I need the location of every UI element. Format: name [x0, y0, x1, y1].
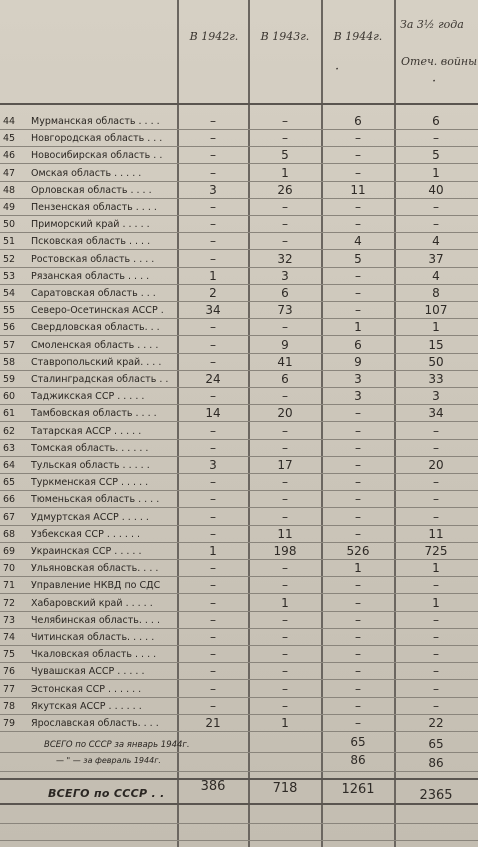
table-row: [0, 199, 478, 216]
region-name: Псковская область . . . .: [31, 236, 151, 248]
row-number: 67: [3, 511, 16, 523]
value-1942: –: [210, 647, 216, 662]
value-1942: –: [210, 561, 216, 576]
grand-total-1943: 718: [272, 781, 298, 796]
value-total: 34: [428, 406, 444, 421]
table-row: [0, 302, 478, 319]
row-number: 45: [3, 133, 16, 145]
region-name: Новгородская область . . .: [31, 133, 163, 145]
header-rule: [0, 103, 478, 105]
value-1944: –: [355, 526, 361, 541]
value-1942: –: [210, 114, 216, 128]
region-name: Смоленская область . . . .: [31, 339, 159, 351]
value-1943: –: [282, 423, 288, 438]
value-1943: 17: [277, 458, 293, 472]
value-total: 11: [428, 526, 444, 541]
value-1944: –: [355, 406, 361, 421]
value-1943: 9: [281, 337, 289, 352]
value-1942: 34: [205, 303, 221, 318]
value-1944: 1: [354, 561, 362, 576]
row-number: 75: [3, 649, 16, 661]
header-col-1942: В 1942г.: [189, 30, 239, 43]
value-1943: 6: [281, 286, 289, 300]
value-1944: –: [355, 612, 361, 627]
value-1943: –: [282, 509, 288, 524]
row-rule: [0, 731, 478, 732]
value-total: 50: [428, 354, 444, 369]
value-1944: –: [355, 492, 361, 507]
value-1943: 20: [277, 406, 293, 421]
feb-total-label: — " — за февраль 1944г.: [56, 756, 161, 765]
region-name: Томская область. . . . . .: [31, 442, 149, 454]
table-row: [0, 182, 478, 199]
value-1943: –: [282, 664, 288, 679]
grand-total-1944: 1261: [341, 782, 375, 797]
value-1942: 1: [209, 268, 217, 283]
grand-total-sum: 2365: [419, 788, 453, 803]
row-number: 56: [3, 322, 16, 334]
value-total: –: [433, 509, 439, 524]
value-1944: 11: [350, 182, 366, 197]
value-total: –: [433, 698, 439, 713]
table-row: [0, 595, 478, 612]
value-total: 1: [432, 595, 440, 610]
row-number: 55: [3, 305, 16, 317]
value-1944: –: [355, 268, 361, 283]
value-1944: –: [355, 217, 361, 232]
region-name: Свердловская область. . .: [31, 322, 160, 334]
value-1943: –: [282, 647, 288, 662]
region-name: Туркменская ССР . . . . .: [31, 477, 149, 489]
value-1943: –: [282, 630, 288, 644]
row-number: 66: [3, 494, 16, 506]
value-1942: 3: [209, 458, 217, 472]
value-1942: –: [210, 389, 216, 404]
value-1944: –: [355, 475, 361, 490]
value-1942: –: [210, 492, 216, 507]
value-1942: –: [210, 595, 216, 610]
value-total: 1: [432, 320, 440, 335]
region-name: Татарская АССР . . . . .: [31, 425, 142, 437]
value-1944: –: [355, 286, 361, 300]
header-col-1943: В 1943г.: [260, 30, 310, 43]
value-1942: 3: [209, 182, 217, 197]
header-col-total-line2: Отеч. войны: [401, 55, 478, 68]
table-row: [0, 440, 478, 457]
value-1942: –: [210, 354, 216, 369]
value-1942: –: [210, 320, 216, 335]
value-1943: –: [282, 698, 288, 713]
value-total: 22: [428, 716, 444, 730]
table-row: [0, 130, 478, 147]
value-1942: –: [210, 526, 216, 541]
jan-total-1944: 65: [350, 735, 366, 749]
region-name: Управление НКВД по СДС: [31, 580, 161, 592]
value-total: –: [433, 423, 439, 438]
value-1944: –: [355, 200, 361, 214]
row-number: 52: [3, 253, 16, 265]
value-1943: –: [282, 217, 288, 232]
grand-total-1942: 386: [200, 779, 226, 794]
region-name: Тамбовская область . . . .: [31, 408, 157, 420]
value-1942: 24: [205, 372, 221, 386]
value-1943: –: [282, 475, 288, 490]
value-1944: –: [355, 630, 361, 644]
value-1943: –: [282, 492, 288, 507]
value-1943: 5: [281, 148, 289, 163]
region-name: Таджикская ССР . . . . .: [31, 391, 145, 403]
region-name: Челябинская область. . . .: [31, 614, 160, 626]
row-number: 46: [3, 150, 16, 162]
row-number: 53: [3, 270, 16, 282]
value-total: 8: [432, 286, 440, 300]
value-total: –: [433, 492, 439, 507]
value-1942: –: [210, 509, 216, 524]
table-row: [0, 251, 478, 268]
value-1944: –: [355, 165, 361, 180]
value-total: 20: [428, 458, 444, 472]
value-1944: –: [355, 440, 361, 455]
value-1943: –: [282, 114, 288, 128]
table-row: [0, 646, 478, 663]
value-1943: –: [282, 320, 288, 335]
value-1943: –: [282, 578, 288, 593]
region-name: Сталинградская область . .: [31, 374, 169, 385]
value-total: –: [433, 664, 439, 679]
value-1943: 11: [277, 526, 293, 541]
row-number: 62: [3, 425, 16, 437]
value-1942: 1: [209, 544, 217, 558]
value-1944: –: [355, 698, 361, 713]
value-1944: –: [355, 131, 361, 146]
region-name: Пензенская область . . . .: [31, 202, 157, 213]
row-number: 64: [3, 460, 16, 471]
row-number: 57: [3, 339, 16, 351]
value-total: –: [433, 578, 439, 593]
value-1943: –: [282, 440, 288, 455]
row-rule: [0, 752, 478, 753]
region-name: Новосибирская область . .: [31, 150, 163, 162]
value-1944: –: [355, 681, 361, 696]
value-1942: –: [210, 234, 216, 249]
table-row: [0, 337, 478, 354]
value-1943: 41: [277, 354, 293, 369]
value-1942: –: [210, 200, 216, 214]
feb-total-sum: 86: [428, 756, 444, 770]
row-number: 69: [3, 546, 16, 557]
table-row: [0, 663, 478, 680]
region-name: Приморский край . . . . .: [31, 219, 150, 231]
value-1942: –: [210, 440, 216, 455]
row-number: 47: [3, 167, 16, 179]
value-1943: –: [282, 200, 288, 214]
value-total: 6: [432, 114, 440, 128]
table-row: [0, 371, 478, 388]
region-name: Рязанская область . . . .: [31, 270, 150, 282]
table-row: [0, 216, 478, 233]
table-row: [0, 681, 478, 698]
value-1944: –: [355, 716, 361, 730]
table-row: [0, 612, 478, 629]
value-1942: –: [210, 148, 216, 163]
value-total: 15: [428, 337, 444, 352]
row-number: 68: [3, 528, 16, 540]
value-1942: –: [210, 165, 216, 180]
value-1943: –: [282, 234, 288, 249]
value-1942: –: [210, 664, 216, 679]
value-1943: –: [282, 561, 288, 576]
row-number: 71: [3, 580, 16, 592]
region-name: Эстонская ССР . . . . . .: [31, 683, 142, 695]
region-name: Орловская область . . . .: [31, 184, 152, 196]
value-1944: –: [355, 458, 361, 472]
row-number: 74: [3, 632, 16, 643]
row-number: 50: [3, 219, 16, 231]
value-1944: 1: [354, 320, 362, 335]
value-total: –: [433, 612, 439, 627]
jan-total-sum: 65: [428, 737, 444, 751]
value-total: 4: [432, 234, 440, 249]
value-total: –: [433, 131, 439, 146]
table-row: [0, 147, 478, 164]
table-row: [0, 285, 478, 302]
table-row: [0, 491, 478, 508]
row-number: 76: [3, 666, 16, 678]
value-total: 3: [432, 389, 440, 404]
value-total: 1: [432, 561, 440, 576]
row-number: 70: [3, 563, 16, 575]
table-row: [0, 388, 478, 405]
value-1942: –: [210, 423, 216, 438]
region-name: Ульяновская область. . . .: [31, 563, 159, 575]
value-1943: 73: [277, 303, 293, 318]
value-total: –: [433, 217, 439, 232]
row-number: 79: [3, 718, 16, 729]
table-row: [0, 165, 478, 182]
region-name: Чкаловская область . . . .: [31, 649, 157, 661]
table-row: [0, 354, 478, 371]
table-row: [0, 113, 478, 130]
table-row: [0, 715, 478, 732]
jan-total-label: ВСЕГО по СССР за январь 1944г.: [44, 740, 190, 750]
value-total: 107: [424, 303, 448, 318]
region-name: Хабаровский край . . . . .: [31, 597, 153, 609]
header-col-1944-mark: ·: [335, 62, 340, 77]
table-row: [0, 319, 478, 336]
value-1942: 21: [205, 716, 221, 730]
region-name: Саратовская область . . .: [31, 288, 156, 299]
region-name: Ярославская область. . . .: [31, 718, 159, 729]
value-total: –: [433, 440, 439, 455]
region-name: Узбекская ССР . . . . . .: [31, 528, 141, 540]
row-number: 44: [3, 116, 16, 127]
region-name: Тюменьская область . . . .: [31, 494, 160, 506]
value-1942: –: [210, 630, 216, 644]
value-1942: –: [210, 217, 216, 232]
value-1943: 1: [281, 165, 289, 180]
region-name: Удмуртская АССР . . . . .: [31, 511, 149, 523]
region-name: Северо-Осетинская АССР .: [31, 305, 164, 317]
row-rule: [0, 771, 478, 772]
value-1942: –: [210, 475, 216, 490]
value-1944: 6: [354, 337, 362, 352]
total-bottom-rule: [0, 803, 478, 805]
table-row: [0, 457, 478, 474]
region-name: Мурманская область . . . .: [31, 116, 160, 127]
value-total: 4: [432, 268, 440, 283]
row-number: 59: [3, 374, 16, 385]
feb-total-1944: 86: [350, 753, 366, 767]
value-total: –: [433, 200, 439, 214]
grand-total-label: ВСЕГО по СССР . .: [48, 787, 165, 800]
table-row: [0, 543, 478, 560]
value-1944: 4: [354, 234, 362, 249]
value-1942: –: [210, 578, 216, 593]
value-1944: –: [355, 664, 361, 679]
table-row: [0, 526, 478, 543]
value-1942: –: [210, 681, 216, 696]
value-1943: 1: [281, 716, 289, 730]
value-1944: –: [355, 647, 361, 662]
value-1943: 1: [281, 595, 289, 610]
value-1944: –: [355, 509, 361, 524]
row-number: 51: [3, 236, 16, 248]
value-1942: 2: [209, 286, 217, 300]
row-number: 61: [3, 408, 16, 420]
value-1943: 3: [281, 268, 289, 283]
value-1944: –: [355, 595, 361, 610]
value-1944: –: [355, 578, 361, 593]
region-name: Ростовская область . . . .: [31, 253, 155, 265]
row-number: 48: [3, 184, 16, 196]
value-total: 5: [432, 148, 440, 163]
value-1942: 14: [205, 406, 221, 421]
value-total: 37: [428, 251, 444, 266]
region-name: Омская область . . . . .: [31, 167, 142, 179]
value-1943: 32: [277, 251, 293, 266]
value-total: 1: [432, 165, 440, 180]
table-row: [0, 629, 478, 646]
value-1944: 3: [354, 389, 362, 404]
value-total: –: [433, 475, 439, 490]
value-1943: 6: [281, 372, 289, 386]
value-1942: –: [210, 251, 216, 266]
row-number: 54: [3, 288, 16, 299]
value-1944: 6: [354, 114, 362, 128]
region-name: Тульская область . . . . .: [31, 460, 150, 471]
header-col-total-line1: За 3½ года: [400, 18, 464, 31]
value-1944: 3: [354, 372, 362, 386]
region-name: Чувашская АССР . . . . .: [31, 666, 145, 678]
value-1944: 9: [354, 354, 362, 369]
value-1943: –: [282, 612, 288, 627]
value-1944: –: [355, 303, 361, 318]
table-row: [0, 560, 478, 577]
value-1942: –: [210, 698, 216, 713]
value-1944: 5: [354, 251, 362, 266]
value-total: –: [433, 647, 439, 662]
row-number: 60: [3, 391, 16, 403]
header-col-total-mark: ·: [432, 74, 437, 89]
value-total: 33: [428, 372, 444, 386]
value-1943: –: [282, 389, 288, 404]
value-total: 725: [424, 544, 448, 558]
row-number: 77: [3, 683, 16, 695]
value-1944: 526: [346, 544, 370, 558]
value-1943: 198: [273, 544, 297, 558]
value-1944: –: [355, 423, 361, 438]
value-1943: –: [282, 131, 288, 146]
value-1942: –: [210, 131, 216, 146]
value-total: –: [433, 681, 439, 696]
row-number: 73: [3, 614, 16, 626]
row-number: 58: [3, 356, 16, 368]
value-1942: –: [210, 612, 216, 627]
row-number: 78: [3, 700, 16, 712]
row-number: 63: [3, 442, 16, 454]
region-name: Якутская АССР . . . . . .: [31, 700, 142, 712]
table-row: [0, 405, 478, 422]
value-1943: 26: [277, 182, 293, 197]
row-rule: [0, 840, 478, 841]
row-number: 65: [3, 477, 16, 489]
region-name: Украинская ССР . . . . .: [31, 546, 142, 557]
region-name: Читинская область. . . . .: [31, 632, 155, 643]
row-number: 49: [3, 202, 16, 213]
region-name: Ставропольский край. . . .: [31, 356, 162, 368]
header-col-1944: В 1944г.: [333, 30, 383, 43]
row-number: 72: [3, 597, 16, 609]
table-row: [0, 577, 478, 594]
value-total: 40: [428, 182, 444, 197]
value-1943: –: [282, 681, 288, 696]
table-row: [0, 268, 478, 285]
row-rule: [0, 823, 478, 824]
value-1942: –: [210, 337, 216, 352]
value-total: –: [433, 630, 439, 644]
table-row: [0, 423, 478, 440]
table-row: [0, 509, 478, 526]
table-row: [0, 233, 478, 250]
table-row: [0, 474, 478, 491]
value-1944: –: [355, 148, 361, 163]
table-row: [0, 698, 478, 715]
